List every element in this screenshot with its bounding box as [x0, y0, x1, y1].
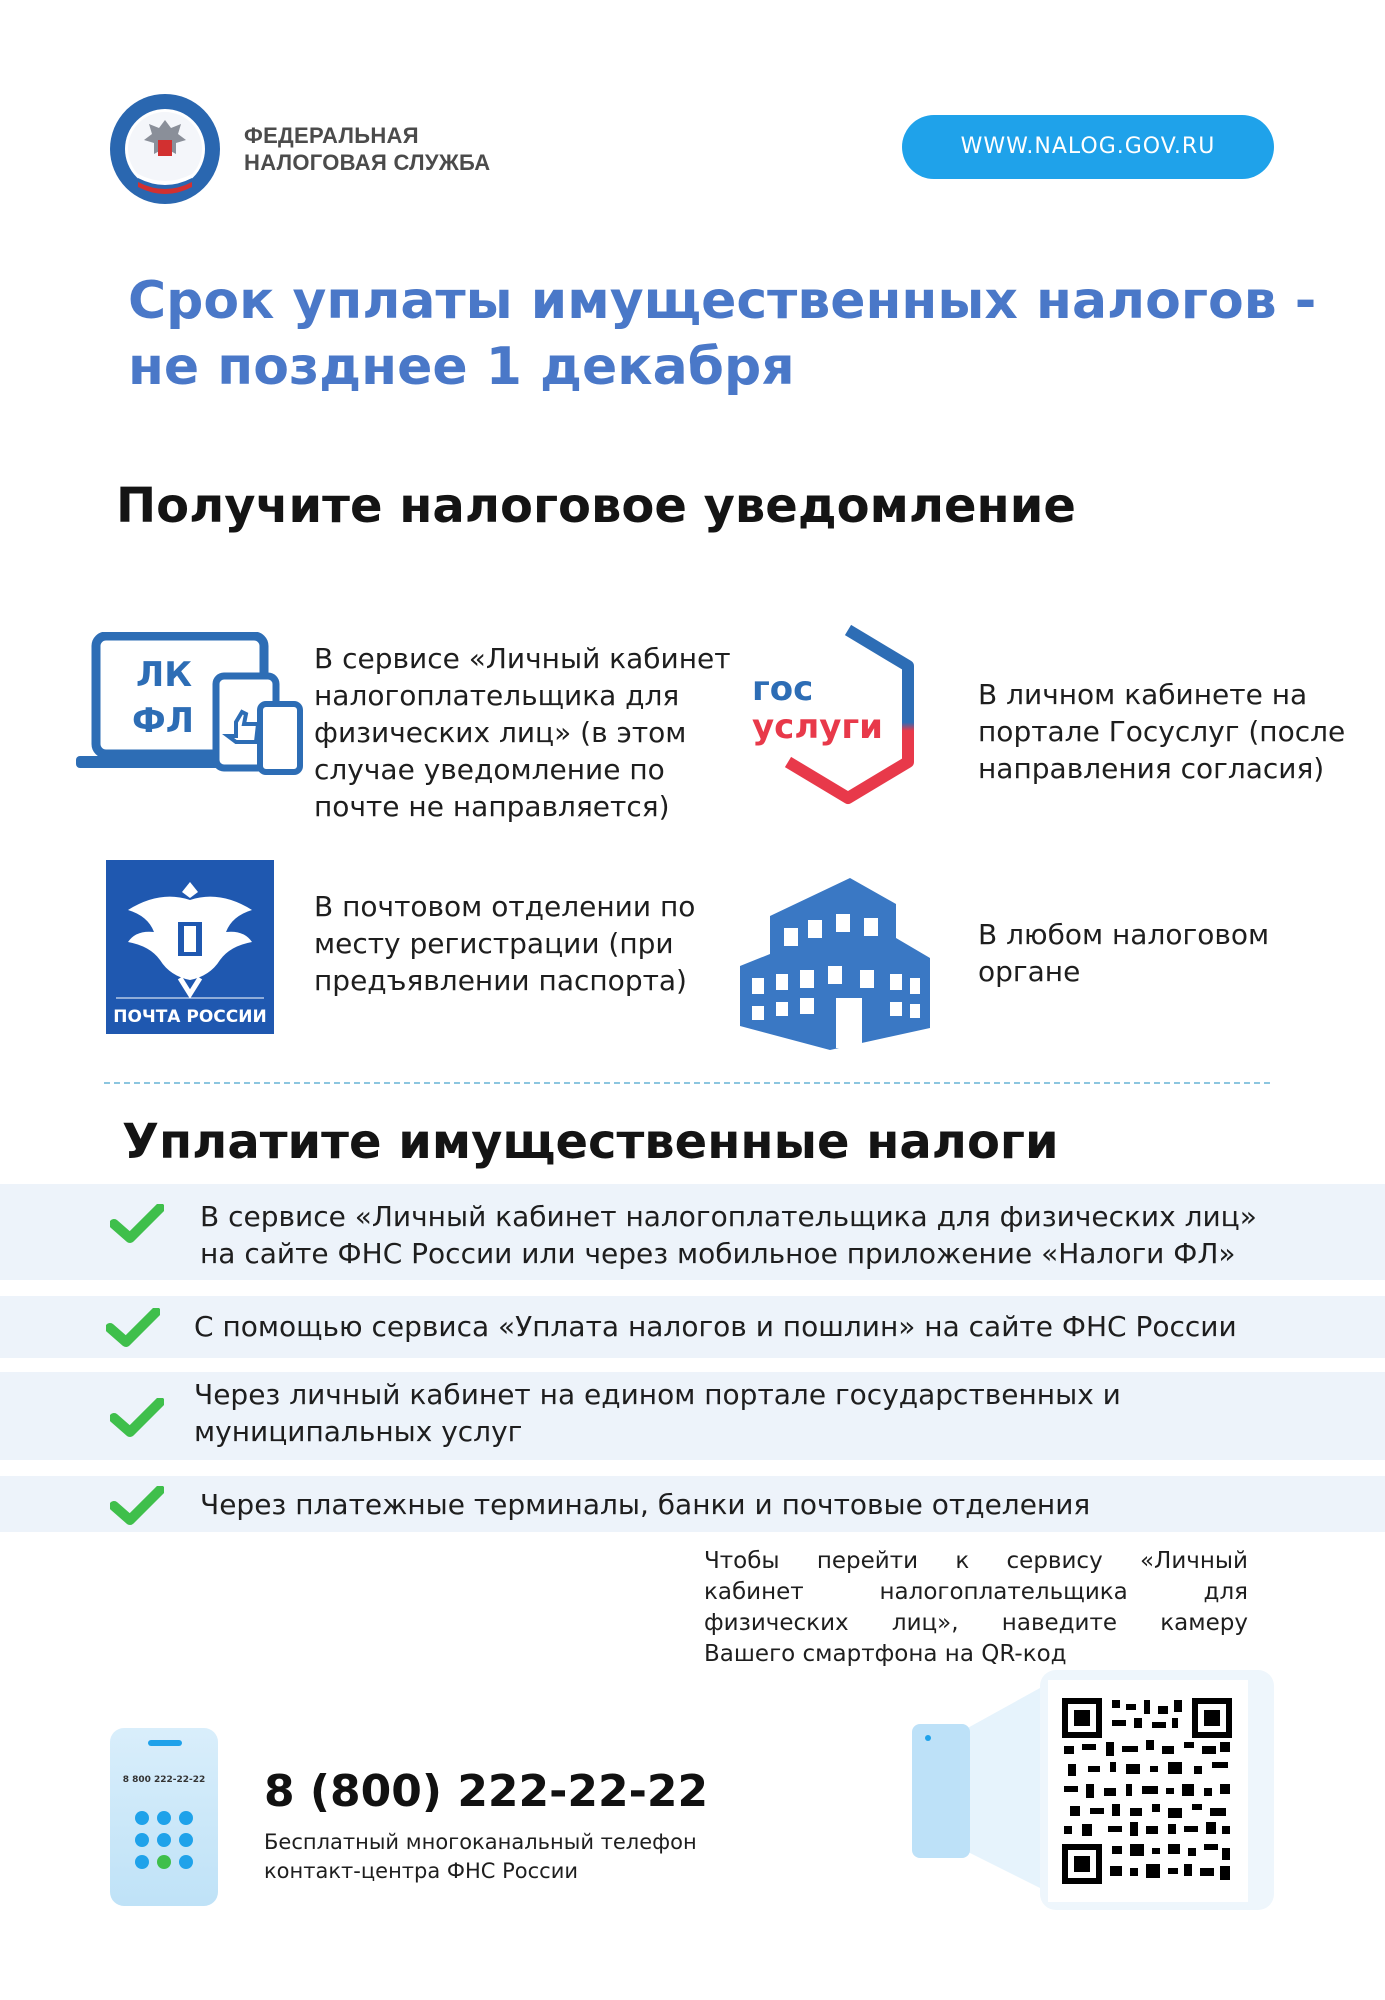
pay-item	[0, 1476, 1385, 1532]
check-icon	[110, 1398, 164, 1438]
receive-method-gosuslugi: В личном кабинете на портале Госуслуг (после направления согласия)	[978, 678, 1346, 785]
pay-item-line1: Через личный кабинет на едином портале государственных и	[194, 1378, 1121, 1411]
section-divider	[104, 1082, 1270, 1084]
pay-item-line2: муниципальных услуг	[194, 1415, 523, 1448]
receive-method-lk: В сервисе «Личный кабинет налогоплательщика для физических лиц» (в этом случае уведомление по почте не направляется)	[314, 642, 731, 823]
hotline-phone-number[interactable]: 8 (800) 222-22-22	[264, 1766, 709, 1817]
qr-instruction-last-line: Вашего смартфона на QR-код	[704, 1641, 1067, 1667]
qr-instruction-line: физических лиц», наведите камеру	[704, 1610, 1248, 1636]
pay-item-line1: Через платежные терминалы, банки и почтовые отделения	[200, 1488, 1091, 1521]
hotline-description-line1: Бесплатный многоканальный телефон	[264, 1830, 697, 1854]
check-icon	[110, 1204, 164, 1244]
org-name	[244, 122, 491, 176]
pay-item-text	[200, 1198, 1350, 1272]
receive-method-tax-office: В любом налоговом органе	[978, 918, 1270, 988]
lk-icon-text2: ФЛ	[132, 701, 194, 741]
receive-section-title: Получите налоговое уведомление	[116, 478, 1076, 534]
post-icon-label: ПОЧТА РОССИИ	[113, 1007, 267, 1027]
lk-icon-text1: ЛК	[136, 655, 193, 695]
pay-item	[0, 1372, 1385, 1460]
qr-code-scan-illustration	[912, 1670, 1274, 1910]
tax-office-building-icon	[740, 878, 930, 1050]
pay-item-text	[200, 1486, 1350, 1523]
pay-item	[0, 1184, 1385, 1280]
phone-icon	[110, 1728, 218, 1906]
phone-screen-number: 8 800 222-22-22	[122, 1775, 206, 1785]
hotline-description-line2: контакт-центра ФНС России	[264, 1859, 579, 1883]
pay-item-text	[194, 1376, 1344, 1450]
pay-item-line1: В сервисе «Личный кабинет налогоплательщика для физических лиц»	[200, 1200, 1257, 1233]
check-icon	[106, 1308, 160, 1348]
qr-code-icon	[1062, 1698, 1232, 1884]
page-title-line2: не позднее 1 декабря	[128, 337, 795, 397]
pay-item-text	[194, 1308, 1344, 1345]
russian-post-icon	[106, 860, 274, 1034]
check-icon	[110, 1486, 164, 1526]
pay-item-line1: С помощью сервиса «Уплата налогов и пошлин» на сайте ФНС России	[194, 1310, 1237, 1343]
qr-instruction-line: кабинет налогоплательщика для	[704, 1579, 1248, 1605]
pay-item	[0, 1296, 1385, 1358]
pay-section-title: Уплатите имущественные налоги	[122, 1114, 1059, 1170]
receive-method-post: В почтовом отделении по месту регистрации (при предъявлении паспорта)	[314, 890, 696, 997]
qr-instruction-line: Чтобы перейти к сервису «Личный	[704, 1548, 1248, 1574]
page-title-line1: Срок уплаты имущественных налогов -	[128, 271, 1317, 331]
org-name-line2: НАЛОГОВАЯ СЛУЖБА	[244, 150, 491, 175]
gos-icon-text2: услуги	[752, 707, 883, 747]
pay-item-line2: на сайте ФНС России или через мобильное приложение «Налоги ФЛ»	[200, 1237, 1236, 1270]
fns-emblem-icon	[108, 92, 222, 206]
page-title	[128, 268, 1328, 400]
gosuslugi-icon	[748, 622, 924, 806]
hotline-description	[264, 1828, 697, 1886]
gos-icon-text1: гос	[752, 669, 814, 709]
website-button[interactable]: WWW.NALOG.GOV.RU	[902, 115, 1274, 179]
lk-fl-devices-icon	[76, 632, 306, 780]
org-name-line1: ФЕДЕРАЛЬНАЯ	[244, 123, 419, 148]
qr-instruction	[704, 1546, 1248, 1639]
